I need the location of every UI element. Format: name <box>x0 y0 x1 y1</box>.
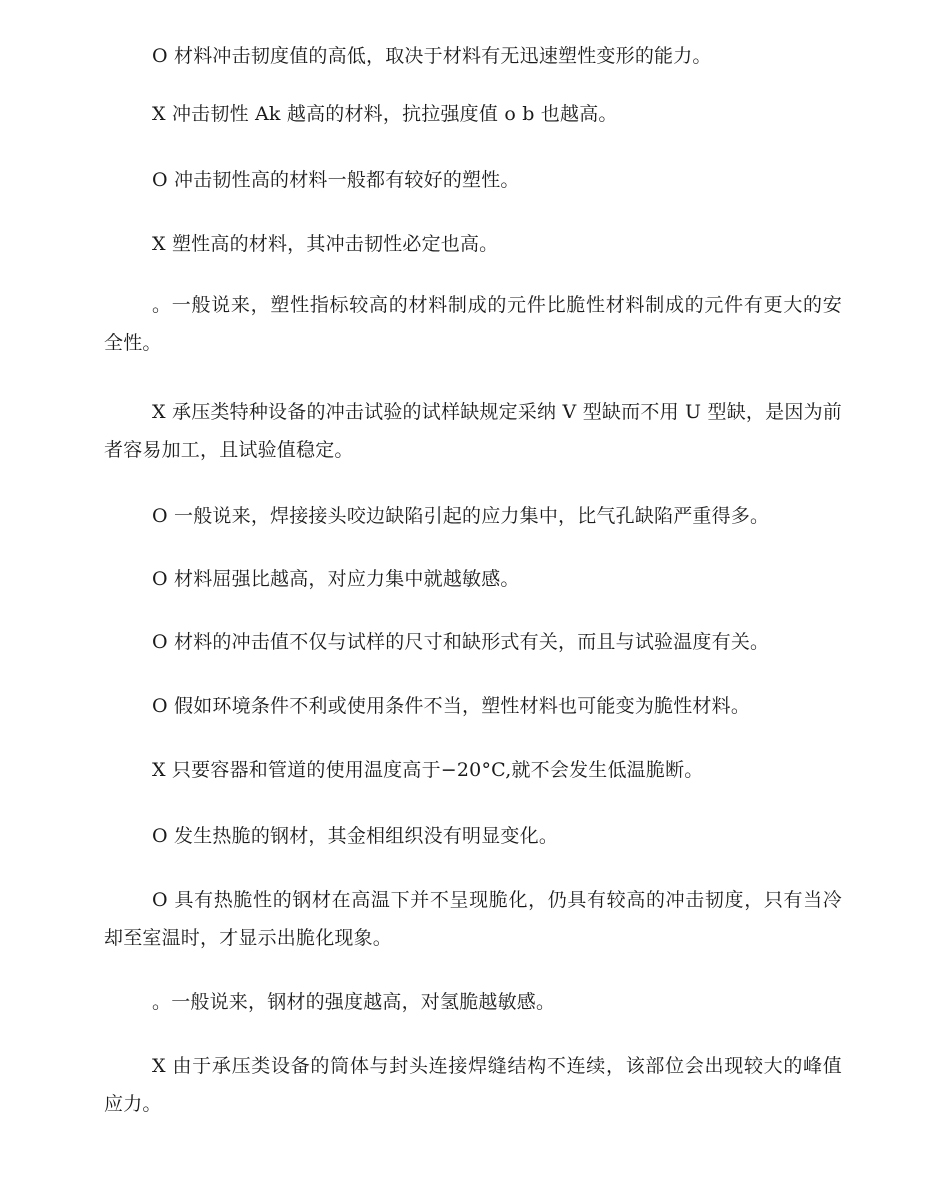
paragraph-4: X 塑性高的材料，其冲击韧性必定也高。 <box>152 233 499 255</box>
paragraph-12: O 发生热脆的钢材，其金相组织没有明显变化。 <box>152 825 559 847</box>
paragraph-7: O 一般说来，焊接接头咬边缺陷引起的应力集中，比气孔缺陷严重得多。 <box>152 505 770 527</box>
paragraph-3: O 冲击韧性高的材料一般都有较好的塑性。 <box>152 169 520 191</box>
paragraph-1: O 材料冲击韧度值的高低，取决于材料有无迅速塑性变形的能力。 <box>152 45 712 67</box>
paragraph-5: 。一般说来，塑性指标较高的材料制成的元件比脆性材料制成的元件有更大的安全性。 <box>104 294 842 354</box>
paragraph-13: O 具有热脆性的钢材在高温下并不呈现脆化，仍具有较高的冲击韧度，只有当冷却至室温时，才显示出脆化现象。 <box>104 889 842 949</box>
paragraph-15: X 由于承压类设备的筒体与封头连接焊缝结构不连续，该部位会出现较大的峰值应力。 <box>104 1055 842 1115</box>
paragraph-14: 。一般说来，钢材的强度越高，对氢脆越敏感。 <box>152 991 556 1013</box>
paragraph-6: X 承压类特种设备的冲击试验的试样缺规定采纳 V 型缺而不用 U 型缺，是因为前者容易加工，且试验值稳定。 <box>104 401 842 461</box>
paragraph-11: X 只要容器和管道的使用温度高于−20°C,就不会发生低温脆断。 <box>152 759 704 781</box>
paragraph-8: O 材料屈强比越高，对应力集中就越敏感。 <box>152 568 520 590</box>
paragraph-2: X 冲击韧性 Ak 越高的材料，抗拉强度值 o b 也越高。 <box>152 103 618 125</box>
paragraph-10: O 假如环境条件不利或使用条件不当，塑性材料也可能变为脆性材料。 <box>152 695 751 717</box>
paragraph-9: O 材料的冲击值不仅与试样的尺寸和缺形式有关，而且与试验温度有关。 <box>152 631 770 653</box>
